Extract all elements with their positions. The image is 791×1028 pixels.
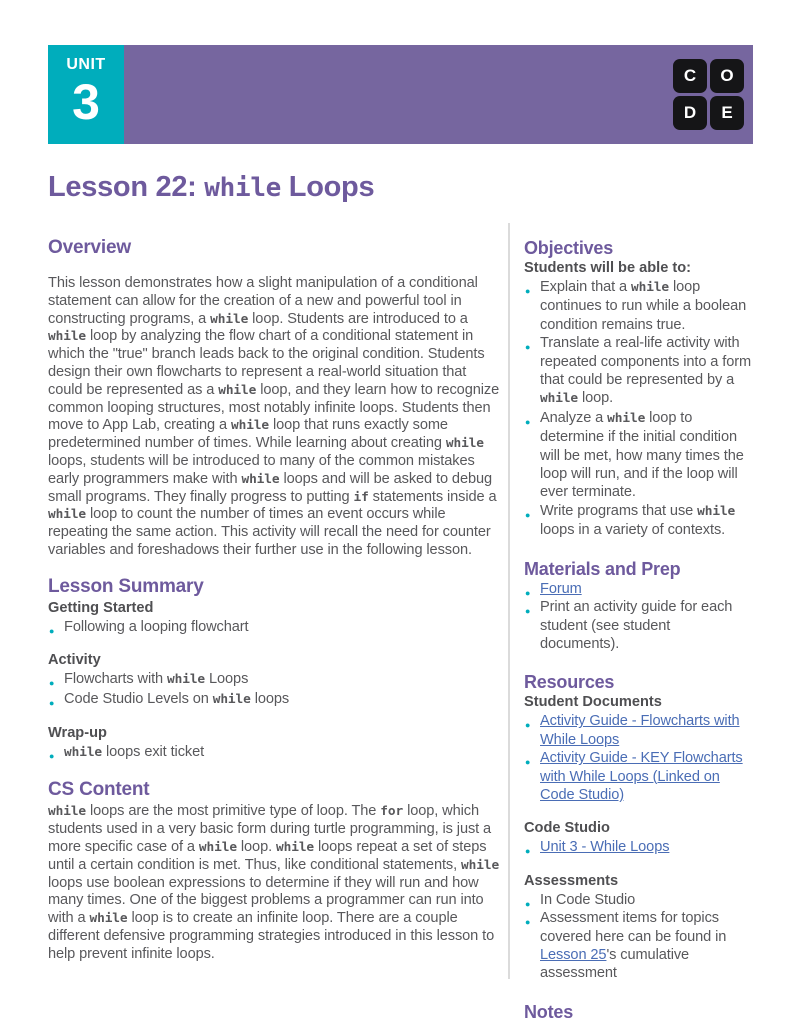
resources-heading: Resources — [524, 672, 615, 693]
bullet-item — [48, 670, 500, 689]
getting-started-subheading: Getting Started — [48, 599, 154, 616]
bullet-item — [524, 598, 753, 653]
text-run: loop. Students are introduced to a — [248, 310, 468, 327]
notes-heading: Notes — [524, 1001, 574, 1022]
activity-guide-key-link[interactable]: Activity Guide - KEY Flowcharts with While Loops (Linked on Code Studio) — [540, 750, 743, 803]
right-column — [524, 237, 753, 1028]
unit-label: UNIT — [66, 56, 106, 73]
inline-code: while — [607, 410, 646, 426]
inline-code: while — [64, 744, 103, 760]
inline-code: while — [461, 857, 500, 873]
inline-code: while — [48, 804, 87, 820]
activity-list — [48, 670, 500, 709]
logo-letter-c: C — [673, 59, 707, 93]
bullet-item — [524, 891, 753, 909]
bullet-item — [48, 618, 500, 636]
code-studio-list — [524, 838, 753, 856]
text-run: Following a looping flowchart — [64, 618, 249, 635]
text-run: This lesson demonstrates how a slight manipulation of a conditional statement can allow for the creation of a new and powerful tool in constructing programs, a — [48, 275, 478, 327]
text-run: 's cumulative assessment — [540, 946, 690, 982]
summary-group-wrap-up — [48, 724, 500, 762]
assessments-list — [524, 891, 753, 983]
inline-code: while — [48, 507, 87, 523]
wrap-up-list — [48, 743, 500, 762]
getting-started-list — [48, 618, 500, 636]
assessments-subheading: Assessments — [524, 872, 619, 889]
code-org-logo — [673, 59, 744, 130]
bullet-item — [524, 712, 753, 749]
text-run: loop continues to run while a boolean condition remains true. — [540, 279, 747, 333]
text-run: loop that runs exactly some predetermined number of times. While learning about creating — [48, 417, 448, 452]
materials-list — [524, 580, 753, 654]
text-run: loops repeat a set of steps until a certain condition is met. Thus, like conditional statements, — [48, 838, 487, 873]
text-run: Print an activity guide for each student (see student documents). — [540, 599, 733, 652]
text-run: Loops — [205, 671, 249, 688]
text-run: loop, and they learn how to recognize common looping structures, most notably infinite loops. Students then move to App Lab, creating a — [48, 381, 500, 434]
column-divider — [508, 223, 510, 979]
text-run: Code Studio Levels on — [64, 690, 213, 707]
inline-code: while — [167, 672, 206, 688]
text-run: Analyze a — [540, 409, 608, 426]
text-run: loops are the most primitive type of loop. The — [86, 803, 381, 820]
unit-badge — [48, 45, 124, 144]
text-run: loops use boolean expressions to determine if they will run and how many times. One of the biggest problems a programmer can run into with a — [48, 874, 484, 927]
left-column — [48, 237, 500, 964]
text-run: loops, students will be introduced to many of the common mistakes early programmers make with — [48, 452, 475, 487]
text-run: loop to count the number of times an event occurs while repeating the same action. This activity will recall the need for counter variables and foreshadows their further use in the following lesson. — [48, 506, 491, 558]
text-run: loops and will be asked to debug small programs. They finally progress to putting — [48, 470, 493, 505]
unit-3-while-loops-link[interactable]: Unit 3 - While Loops — [540, 839, 670, 856]
unit-number: 3 — [72, 74, 100, 130]
lesson-summary-heading: Lesson Summary — [48, 575, 204, 597]
inline-code: while — [241, 471, 280, 487]
resources-group-assessments — [524, 872, 753, 983]
summary-group-activity — [48, 651, 500, 709]
inline-code: while — [218, 382, 257, 398]
resources-group-student-documents — [524, 693, 753, 804]
text-run: Flowcharts with — [64, 671, 168, 688]
bullet-item — [524, 838, 753, 856]
inline-code: if — [353, 489, 369, 505]
lesson-25-link[interactable]: Lesson 25 — [540, 946, 607, 963]
bullet-item — [524, 278, 753, 334]
inline-code: while — [210, 311, 249, 327]
cs-content-paragraph — [48, 803, 500, 963]
objectives-list — [524, 278, 753, 540]
inline-code: while — [276, 839, 315, 855]
text-run: loop. — [236, 838, 276, 855]
text-run: Translate a real-life activity with repeated components into a form that could be represented by a — [540, 335, 752, 389]
forum-link[interactable]: Forum — [540, 580, 582, 597]
cs-content-heading: CS Content — [48, 779, 150, 801]
logo-letter-o: O — [710, 59, 744, 93]
summary-group-getting-started — [48, 599, 500, 636]
student-documents-list — [524, 712, 753, 804]
inline-code: while — [697, 503, 736, 519]
inline-code: while — [198, 839, 237, 855]
activity-guide-flowcharts-link[interactable]: Activity Guide - Flowcharts with While Loops — [540, 713, 740, 748]
inline-code: while — [445, 436, 484, 452]
text-run: loop. — [578, 390, 614, 407]
text-run: loop, which students used in a very basic form during turtle programming, is just a more specific case of a — [48, 803, 492, 855]
inline-code: while — [631, 280, 670, 295]
inline-code: while — [212, 691, 251, 707]
unit-banner — [48, 45, 753, 144]
code-studio-subheading: Code Studio — [524, 820, 610, 837]
resources-group-code-studio — [524, 819, 753, 856]
text-run: loops exit ticket — [102, 743, 205, 760]
inline-code: while — [48, 329, 87, 345]
text-run: In Code Studio — [540, 891, 636, 908]
objectives-subheading: Students will be able to: — [524, 260, 692, 276]
inline-code: for — [380, 804, 404, 820]
title-prefix: Lesson 22: — [48, 171, 205, 203]
text-run: Assessment items for topics covered here can be found in — [540, 910, 727, 945]
text-run: loop is to create an infinite loop. There are a couple different defensive programming strategies introduced in this lesson to help prevent infinite loops. — [48, 910, 495, 962]
bullet-item — [524, 909, 753, 983]
title-code-word: while — [204, 173, 282, 203]
bullet-item — [524, 334, 753, 409]
activity-subheading: Activity — [48, 652, 101, 669]
materials-heading: Materials and Prep — [524, 558, 681, 579]
inline-code: while — [231, 418, 270, 434]
bullet-item — [524, 749, 753, 804]
text-run: statements inside a — [368, 488, 497, 505]
text-run: Explain that a — [540, 279, 631, 295]
overview-heading: Overview — [48, 237, 131, 258]
logo-letter-d: D — [673, 96, 707, 130]
text-run: loops — [250, 690, 290, 707]
text-run: loop to determine if the initial condition will be met, how many times the loop will run, and if the loop will ever terminate. — [540, 409, 744, 501]
wrap-up-subheading: Wrap-up — [48, 724, 107, 741]
overview-paragraph — [48, 275, 500, 560]
inline-code: while — [89, 911, 128, 927]
inline-code: while — [540, 391, 579, 407]
bullet-item — [524, 502, 753, 540]
student-documents-subheading: Student Documents — [524, 694, 662, 711]
bullet-item — [48, 690, 500, 709]
text-run: Write programs that use — [540, 502, 698, 519]
bullet-item — [524, 409, 753, 502]
objectives-heading: Objectives — [524, 238, 614, 258]
bullet-item — [48, 743, 500, 762]
logo-letter-e: E — [710, 96, 744, 130]
page-title — [48, 168, 374, 207]
bullet-item — [524, 580, 753, 598]
text-run: loop by analyzing the flow chart of a conditional statement in which the "true" branch leads back to the original condition. Students design their own flowcharts to represent a real-world situation that could be represented as a — [48, 328, 485, 398]
title-suffix: Loops — [281, 171, 375, 203]
text-run: loops in a variety of contexts. — [540, 522, 726, 539]
